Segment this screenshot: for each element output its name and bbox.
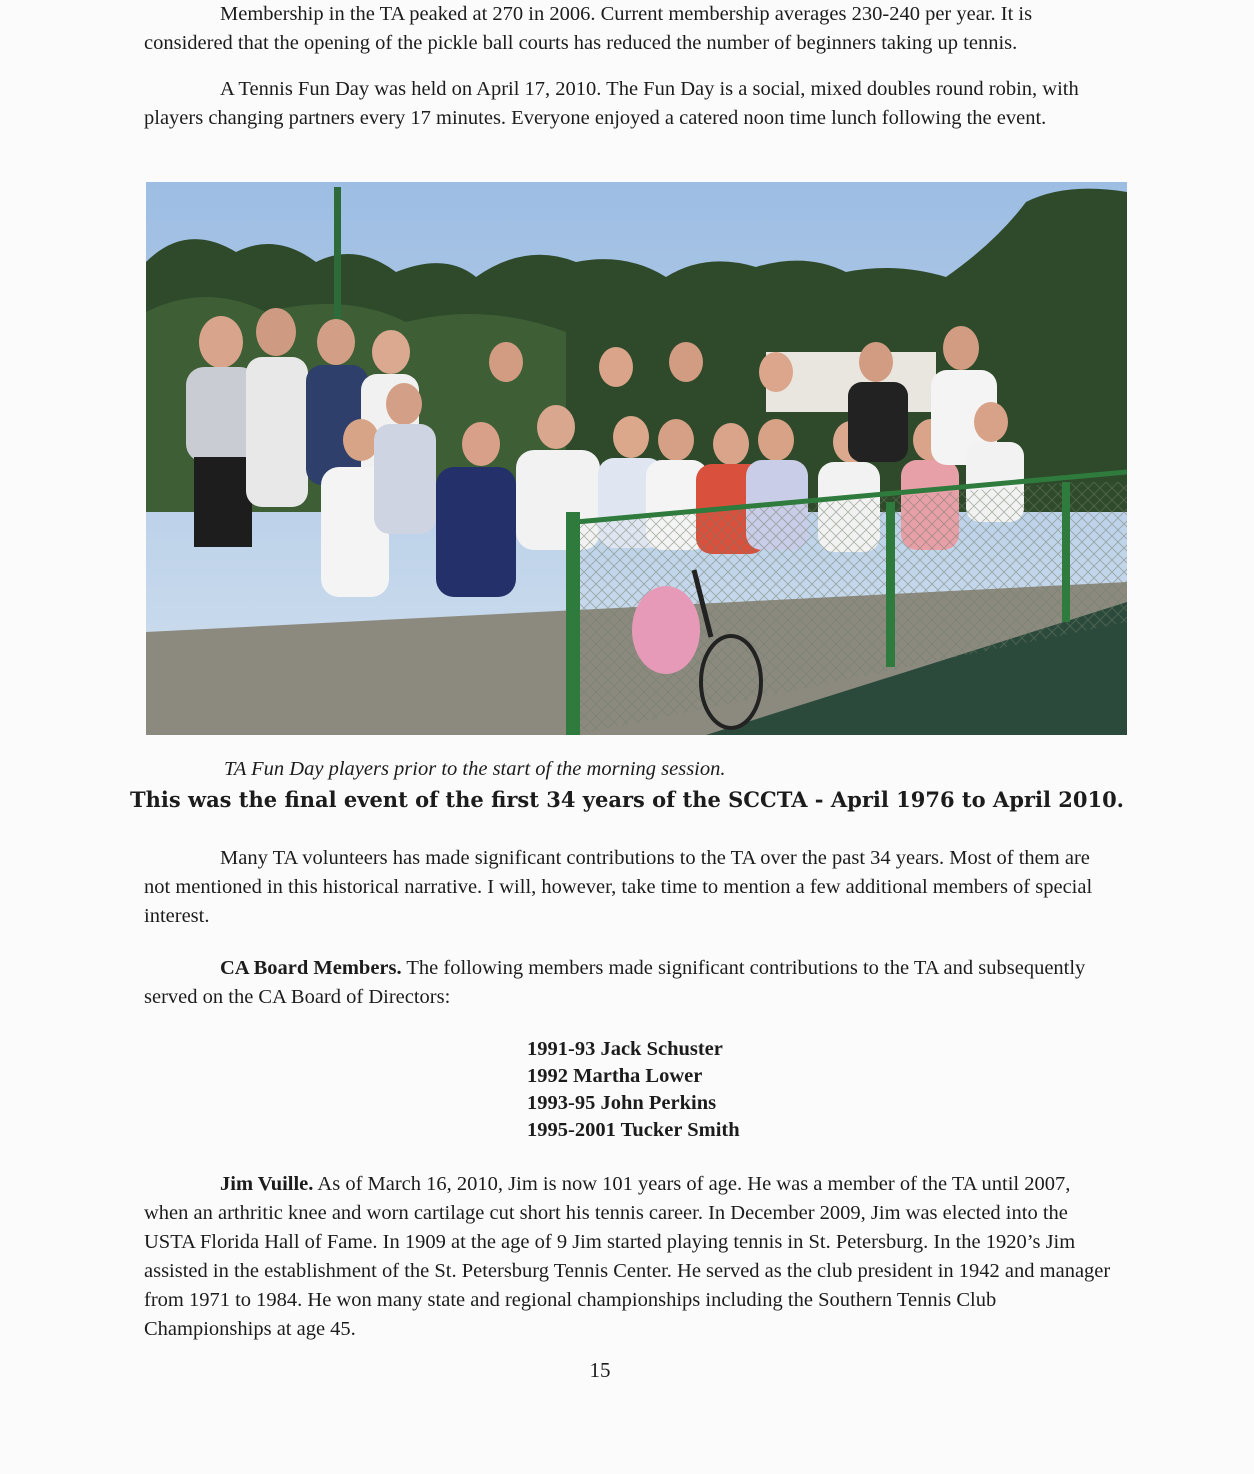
ca-board-heading: CA Board Members. (220, 957, 402, 979)
list-item: 1995-2001 Tucker Smith (527, 1119, 740, 1141)
group-photo-illustration (146, 182, 1127, 735)
paragraph-membership: Membership in the TA peaked at 270 in 2006. Current membership averages 230-240 per year. It is considered that the opening of the pickle ball courts has reduced the number of beginners taking up tennis. (144, 3, 1033, 54)
paragraph-volunteers: Many TA volunteers has made significant contributions to the TA over the past 34 years. Most of them are not mentioned in this historical narrative. I will, however, take time to mention a few additional members of special interest. (144, 847, 1093, 927)
board-members-list (527, 1036, 740, 1144)
group-photo (146, 182, 1127, 735)
page-number: 15 (589, 1358, 611, 1382)
list-item: 1992 Martha Lower (527, 1065, 703, 1087)
paragraph-ca-board: CA Board Members. The following members made significant contributions to the TA and subsequently served on the CA Board of Directors: (144, 957, 1086, 1008)
paragraph-fun-day: A Tennis Fun Day was held on April 17, 2010. The Fun Day is a social, mixed doubles round robin, with players changing partners every 17 minutes. Everyone enjoyed a catered noon time lunch following the event. (144, 78, 1079, 129)
list-item: 1993-95 John Perkins (527, 1092, 717, 1114)
photo-caption: TA Fun Day players prior to the start of the morning session. (224, 758, 726, 780)
jim-vuille-heading: Jim Vuille. (220, 1173, 314, 1195)
paragraph-jim-vuille: Jim Vuille. As of March 16, 2010, Jim is now 101 years of age. He was a member of the TA until 2007, when an arthritic knee and worn cartilage cut short his tennis career. In December 2009, Jim was elected into the USTA Florida Hall of Fame. In 1909 at the age of 9 Jim started playing tennis in St. Petersburg. In the 1920’s Jim assisted in the establishment of the St. Petersburg Tennis Center. He served as the club president in 1942 and manager from 1971 to 1984. He won many state and regional championships including the Southern Tennis Club Championships at age 45. (144, 1173, 1111, 1340)
list-item: 1991-93 Jack Schuster (527, 1038, 723, 1060)
photo-subcaption: This was the final event of the first 34 years of the SCCTA - April 1976 to April 2010. (129, 787, 1124, 812)
